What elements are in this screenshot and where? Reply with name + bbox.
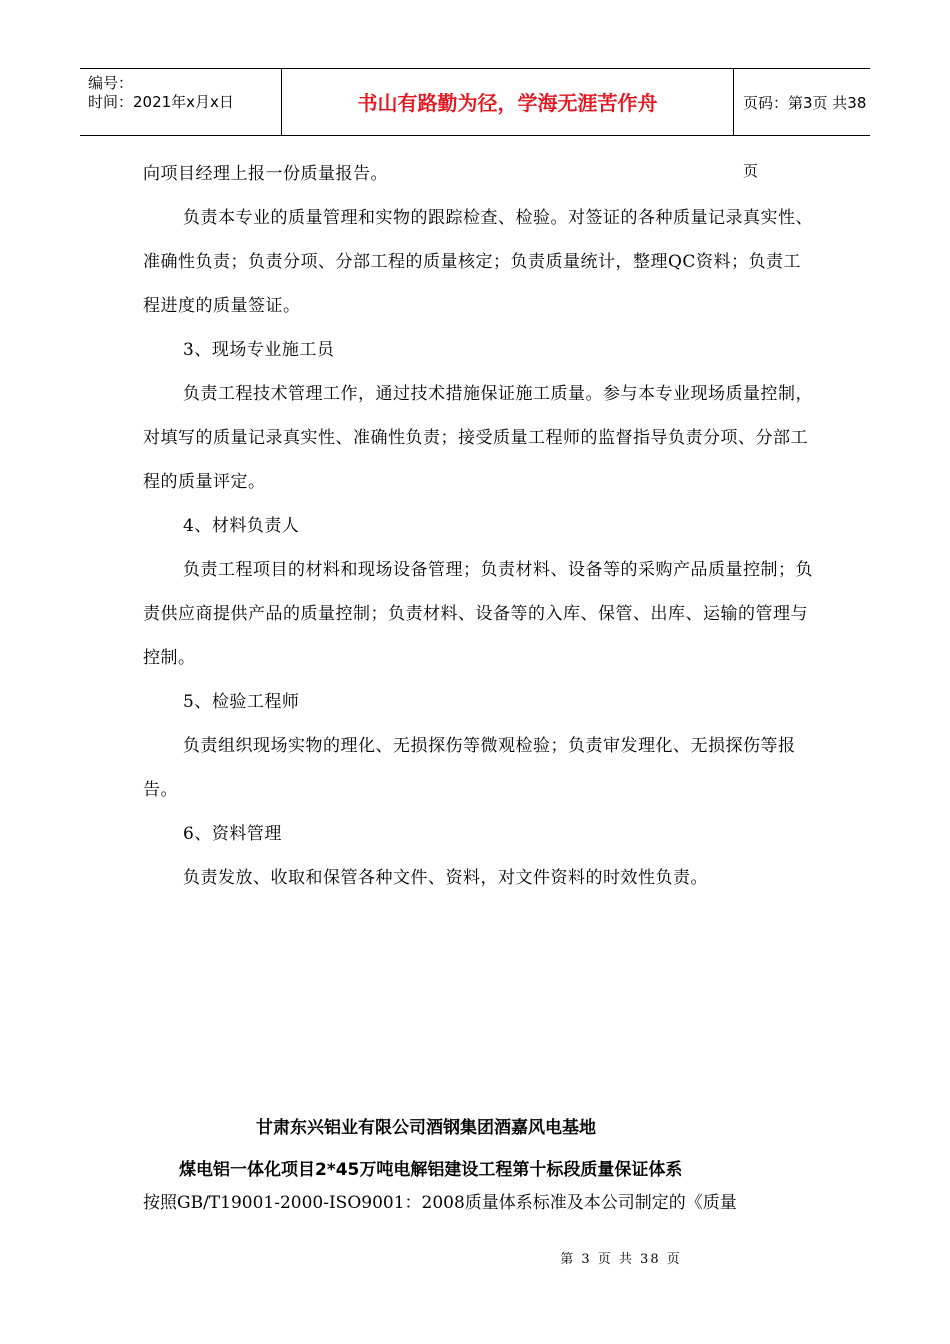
document-number-label: 编号： [88, 74, 134, 92]
header-motto: 书山有路勤为径，学海无涯苦作舟 [282, 69, 734, 135]
paragraph: 负责工程技术管理工作，通过技术措施保证施工质量。参与本专业现场质量控制，对填写的质量记录真实性、准确性负责；接受质量工程师的监督指导负责分项、分部工程的质量评定。 [143, 384, 813, 492]
paragraph-continuation: 按照GB/T19001-2000-ISO9001：2008质量体系标准及本公司制定的《质量 [143, 1193, 737, 1213]
header-info-cell [80, 69, 282, 135]
paragraph: 负责发放、收取和保管各种文件、资料，对文件资料的时效性负责。 [183, 868, 708, 888]
document-date-label: 时间：2021年x月x日 [88, 93, 234, 111]
paragraph: 负责组织现场实物的理化、无损探伤等微观检验；负责审发理化、无损探伤等报告。 [143, 736, 796, 800]
section-title-company: 甘肃东兴铝业有限公司酒钢集团酒嘉风电基地 [256, 1118, 596, 1138]
section-heading: 5、检验工程师 [183, 692, 300, 712]
paragraph: 负责工程项目的材料和现场设备管理；负责材料、设备等的采购产品质量控制；负责供应商提供产品的质量控制；负责材料、设备等的入库、保管、出库、运输的管理与控制。 [143, 560, 813, 668]
page-number: 第 3 页 共 38 页 [560, 1252, 682, 1267]
header-page-info: 页码：第3页 共38页 [743, 94, 867, 180]
document-body [143, 152, 813, 900]
section-titles [143, 1107, 813, 1191]
section-title-project: 煤电铝一体化项目2*45万吨电解铝建设工程第十标段质量保证体系 [179, 1160, 683, 1180]
paragraph: 负责本专业的质量管理和实物的跟踪检查、检验。对签证的各种质量记录真实性、准确性负责；负责分项、分部工程的质量核定；负责质量统计，整理QC资料；负责工程进度的质量签证。 [143, 208, 813, 316]
page-footer [0, 1248, 950, 1267]
section-heading: 6、资料管理 [183, 824, 282, 844]
paragraph: 向项目经理上报一份质量报告。 [143, 164, 388, 184]
section-heading: 4、材料负责人 [183, 516, 300, 536]
section-heading: 3、现场专业施工员 [183, 340, 335, 360]
